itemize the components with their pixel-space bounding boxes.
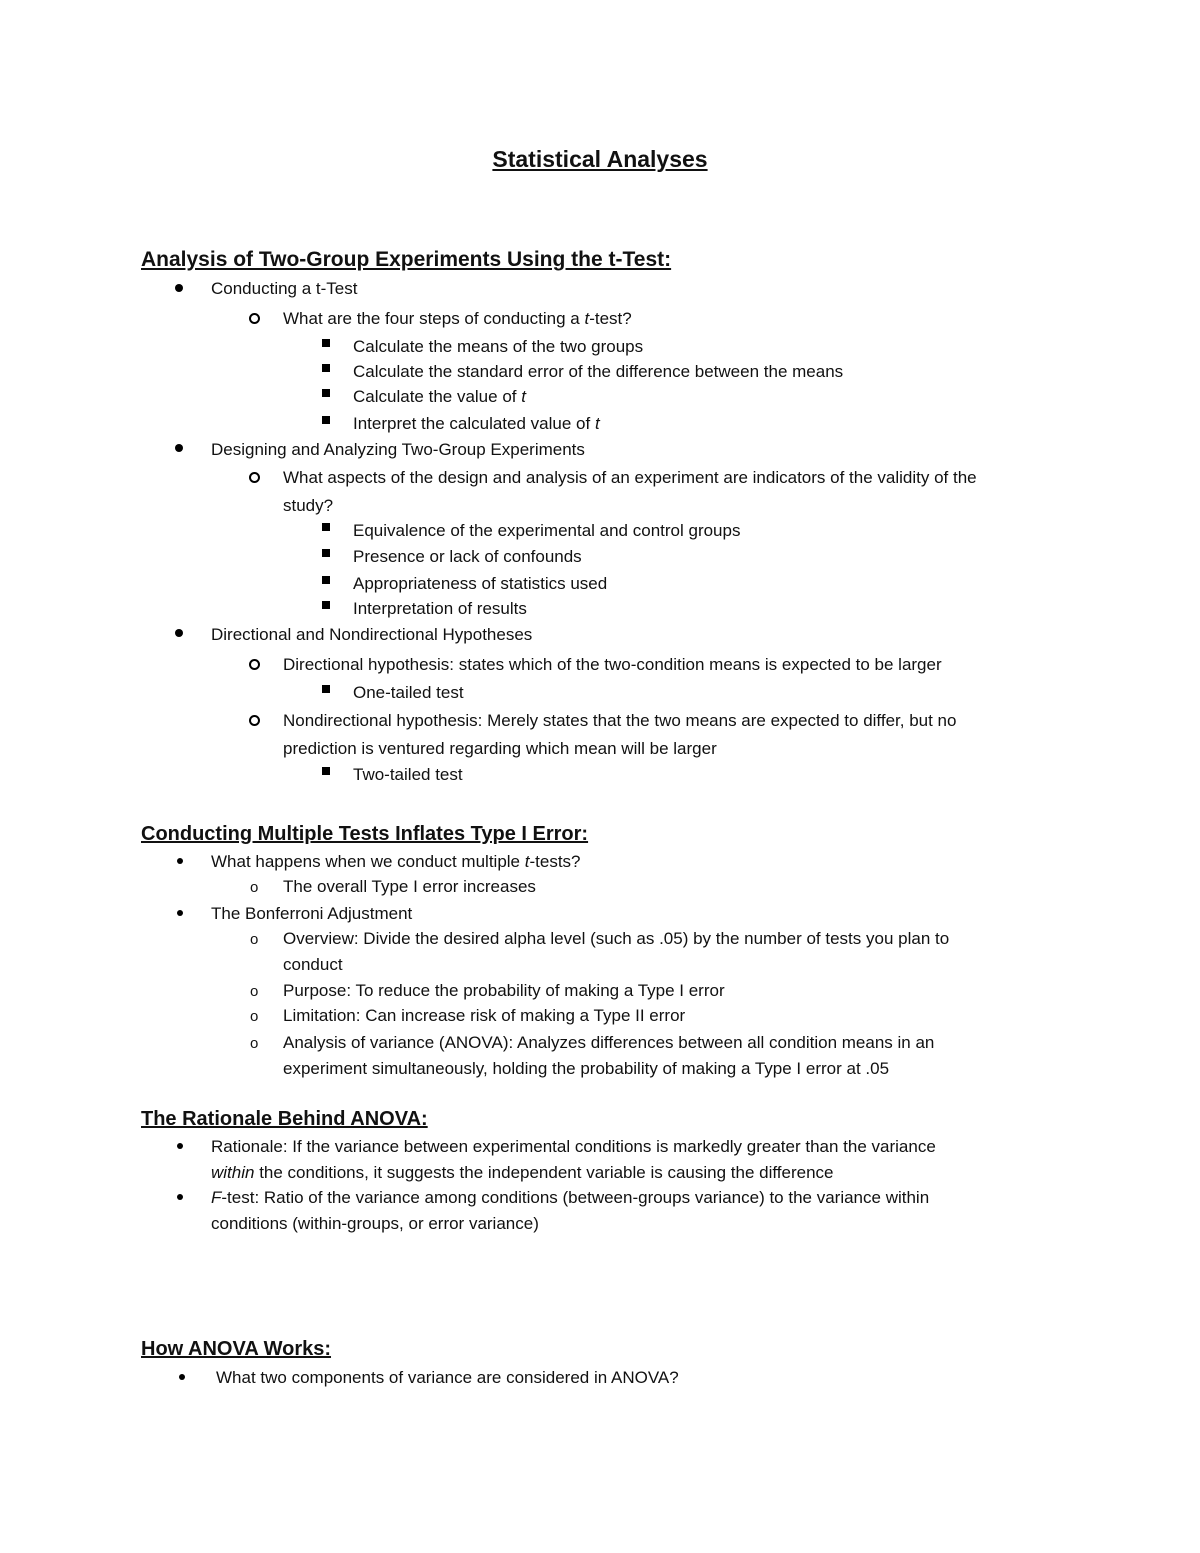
- list-item: What aspects of the design and analysis of an experiment are indicators of the validity of the: [283, 468, 977, 487]
- list-item: Conducting a t-Test: [211, 279, 358, 298]
- circle-bullet-icon: o: [250, 1035, 259, 1052]
- square-bullet-icon: [322, 389, 330, 397]
- list-item: What are the four steps of conducting a t-test?: [283, 309, 632, 328]
- list-item: Calculate the value of t: [353, 387, 526, 406]
- square-bullet-icon: [322, 549, 330, 557]
- bullet-icon: [179, 1374, 185, 1380]
- list-item: Directional and Nondirectional Hypotheses: [211, 625, 533, 644]
- list-item: Interpretation of results: [353, 599, 527, 618]
- bullet-icon: [175, 284, 183, 292]
- list-item: Presence or lack of confounds: [353, 547, 582, 566]
- list-item-continued: study?: [283, 496, 334, 515]
- bullet-icon: [177, 858, 183, 864]
- bullet-icon: [177, 1143, 183, 1149]
- bullet-icon: [177, 1194, 183, 1200]
- list-item: Appropriateness of statistics used: [353, 574, 608, 593]
- bullet-icon: [177, 910, 183, 916]
- square-bullet-icon: [322, 767, 330, 775]
- section-heading-type-i-error: Conducting Multiple Tests Inflates Type I Error:: [141, 823, 589, 845]
- square-bullet-icon: [322, 601, 330, 609]
- section-heading-how-anova-works: How ANOVA Works:: [141, 1338, 332, 1360]
- circle-bullet-icon: [249, 313, 260, 324]
- square-bullet-icon: [322, 576, 330, 584]
- list-item: Overview: Divide the desired alpha level (such as .05) by the number of tests you plan to: [283, 929, 950, 948]
- list-item: Rationale: If the variance between experimental conditions is markedly greater than the variance: [211, 1137, 936, 1156]
- circle-bullet-icon: [249, 659, 260, 670]
- square-bullet-icon: [322, 364, 330, 372]
- section-heading-rationale: The Rationale Behind ANOVA:: [141, 1108, 428, 1130]
- list-item: Purpose: To reduce the probability of making a Type I error: [283, 981, 725, 1000]
- section-heading-t-test: Analysis of Two-Group Experiments Using the t-Test:: [141, 248, 672, 271]
- bullet-icon: [175, 629, 183, 637]
- list-item: One-tailed test: [353, 683, 464, 702]
- square-bullet-icon: [322, 685, 330, 693]
- square-bullet-icon: [322, 523, 330, 531]
- square-bullet-icon: [322, 339, 330, 347]
- list-item: F-test: Ratio of the variance among conditions (between-groups variance) to the variance within: [211, 1188, 930, 1207]
- list-item: The Bonferroni Adjustment: [211, 904, 413, 923]
- list-item: Limitation: Can increase risk of making a Type II error: [283, 1006, 686, 1025]
- circle-bullet-icon: o: [250, 1008, 259, 1025]
- circle-bullet-icon: o: [250, 983, 259, 1000]
- list-item: Interpret the calculated value of t: [353, 414, 600, 433]
- list-item: Equivalence of the experimental and control groups: [353, 521, 741, 540]
- list-item-continued: prediction is ventured regarding which mean will be larger: [283, 739, 717, 758]
- bullet-icon: [175, 444, 183, 452]
- list-item: What happens when we conduct multiple t-tests?: [211, 852, 581, 871]
- list-item-continued: conduct: [283, 955, 343, 974]
- list-item: Two-tailed test: [353, 765, 463, 784]
- list-item: Designing and Analyzing Two-Group Experiments: [211, 440, 585, 459]
- circle-bullet-icon: o: [250, 879, 259, 896]
- list-item: The overall Type I error increases: [283, 877, 536, 896]
- list-item: Analysis of variance (ANOVA): Analyzes differences between all condition means in an: [283, 1033, 935, 1052]
- list-item: Directional hypothesis: states which of the two-condition means is expected to be larger: [283, 655, 942, 674]
- list-item: Calculate the standard error of the difference between the means: [353, 362, 844, 381]
- list-item: Nondirectional hypothesis: Merely states that the two means are expected to differ, but no: [283, 711, 957, 730]
- circle-bullet-icon: [249, 715, 260, 726]
- list-item-continued: experiment simultaneously, holding the probability of making a Type I error at .05: [283, 1059, 890, 1078]
- circle-bullet-icon: [249, 472, 260, 483]
- list-item: What two components of variance are considered in ANOVA?: [216, 1368, 679, 1387]
- circle-bullet-icon: o: [250, 931, 259, 948]
- square-bullet-icon: [322, 416, 330, 424]
- page-title: Statistical Analyses: [492, 146, 708, 172]
- list-item: Calculate the means of the two groups: [353, 337, 644, 356]
- list-item-continued: conditions (within-groups, or error variance): [211, 1214, 539, 1233]
- list-item-continued: within the conditions, it suggests the independent variable is causing the difference: [211, 1163, 834, 1182]
